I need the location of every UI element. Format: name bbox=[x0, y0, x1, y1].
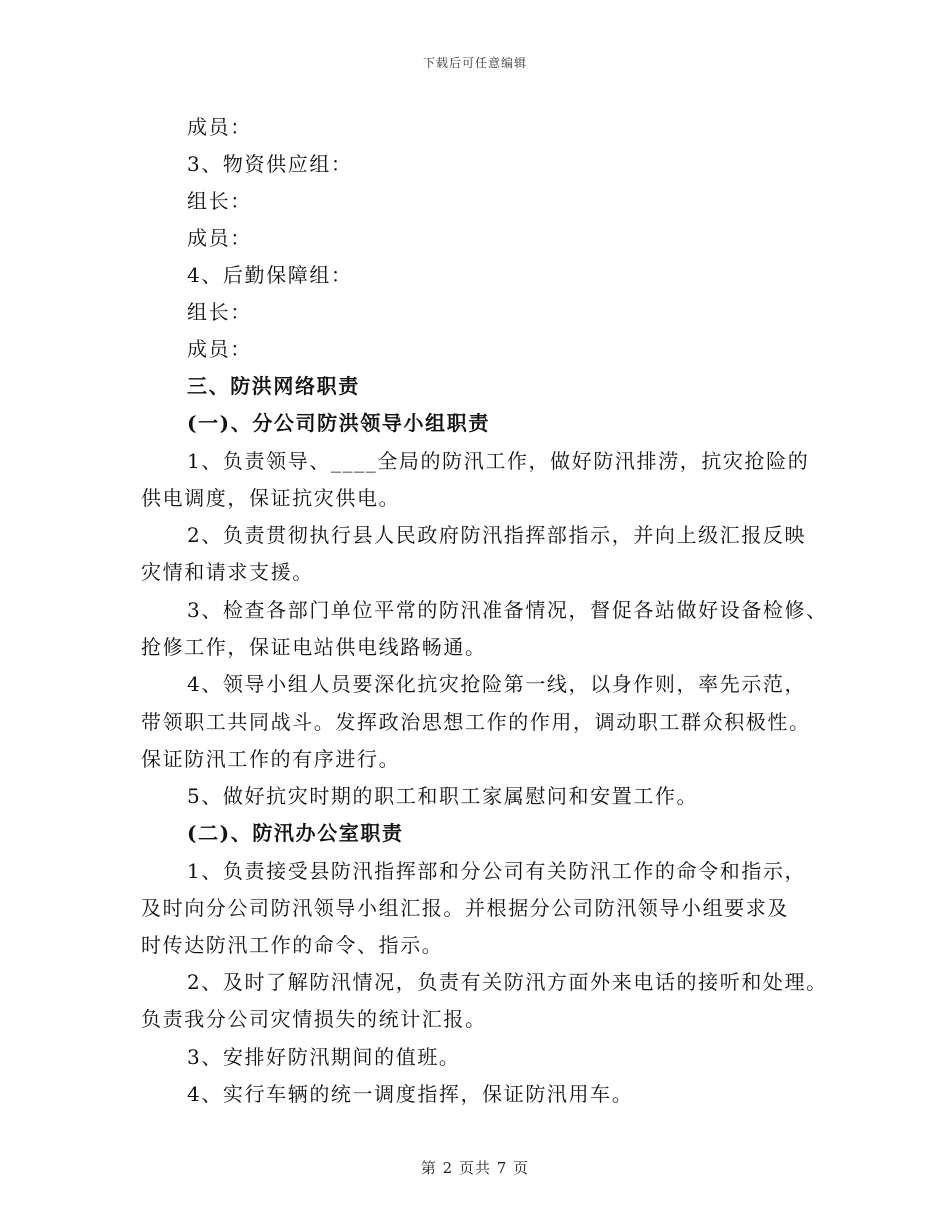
text-line: 组长： bbox=[187, 189, 252, 213]
text-line: 抢修工作，保证电站供电线路畅通。 bbox=[141, 635, 487, 659]
text-line: 3、物资供应组： bbox=[187, 152, 353, 176]
text-line: 负责我分公司灾情损失的统计汇报。 bbox=[141, 1007, 487, 1031]
text-line: 3、安排好防汛期间的值班。 bbox=[187, 1045, 461, 1069]
text-line: 2、及时了解防汛情况，负责有关防汛方面外来电话的接听和处理。 bbox=[187, 970, 828, 994]
text-line: 灾情和请求支援。 bbox=[141, 560, 314, 584]
text-line: 成员： bbox=[187, 115, 252, 139]
text-line: 带领职工共同战斗。发挥政治思想工作的作用，调动职工群众积极性。 bbox=[141, 710, 811, 734]
text-line: 时传达防汛工作的命令、指示。 bbox=[141, 933, 444, 957]
text-line: 成员： bbox=[187, 337, 252, 361]
text-line: 4、领导小组人员要深化抗灾抢险第一线，以身作则，率先示范， bbox=[187, 672, 807, 696]
text-line: 1、负责领导、____全局的防汛工作，做好防汛排涝，抗灾抢险的 bbox=[187, 449, 810, 473]
page-number: 第 2 页共 7 页 bbox=[420, 1159, 530, 1177]
text-line: 组长： bbox=[187, 300, 252, 324]
text-line: 4、实行车辆的统一调度指挥，保证防汛用车。 bbox=[187, 1082, 634, 1106]
text-line: 5、做好抗灾时期的职工和职工家属慰问和安置工作。 bbox=[187, 784, 699, 808]
text-line: 成员： bbox=[187, 226, 252, 250]
text-line: 供电调度，保证抗灾供电。 bbox=[141, 486, 401, 510]
text-line: 2、负责贯彻执行县人民政府防汛指挥部指示，并向上级汇报反映 bbox=[187, 523, 807, 547]
text-line: 保证防汛工作的有序进行。 bbox=[141, 747, 401, 771]
text-line: 3、检查各部门单位平常的防汛准备情况，督促各站做好设备检修、 bbox=[187, 598, 828, 622]
subsection-heading: (一)、分公司防洪领导小组职责 bbox=[187, 411, 490, 435]
text-line: 1、负责接受县防汛指挥部和分公司有关防汛工作的命令和指示， bbox=[187, 859, 807, 883]
section-heading: 三、防洪网络职责 bbox=[187, 374, 360, 398]
text-line: 及时向分公司防汛领导小组汇报。并根据分公司防汛领导小组要求及 bbox=[141, 896, 789, 920]
subsection-heading: (二)、防汛办公室职责 bbox=[187, 821, 404, 845]
page-header-note: 下载后可任意编辑 bbox=[422, 56, 527, 70]
text-line: 4、后勤保障组： bbox=[187, 263, 353, 287]
